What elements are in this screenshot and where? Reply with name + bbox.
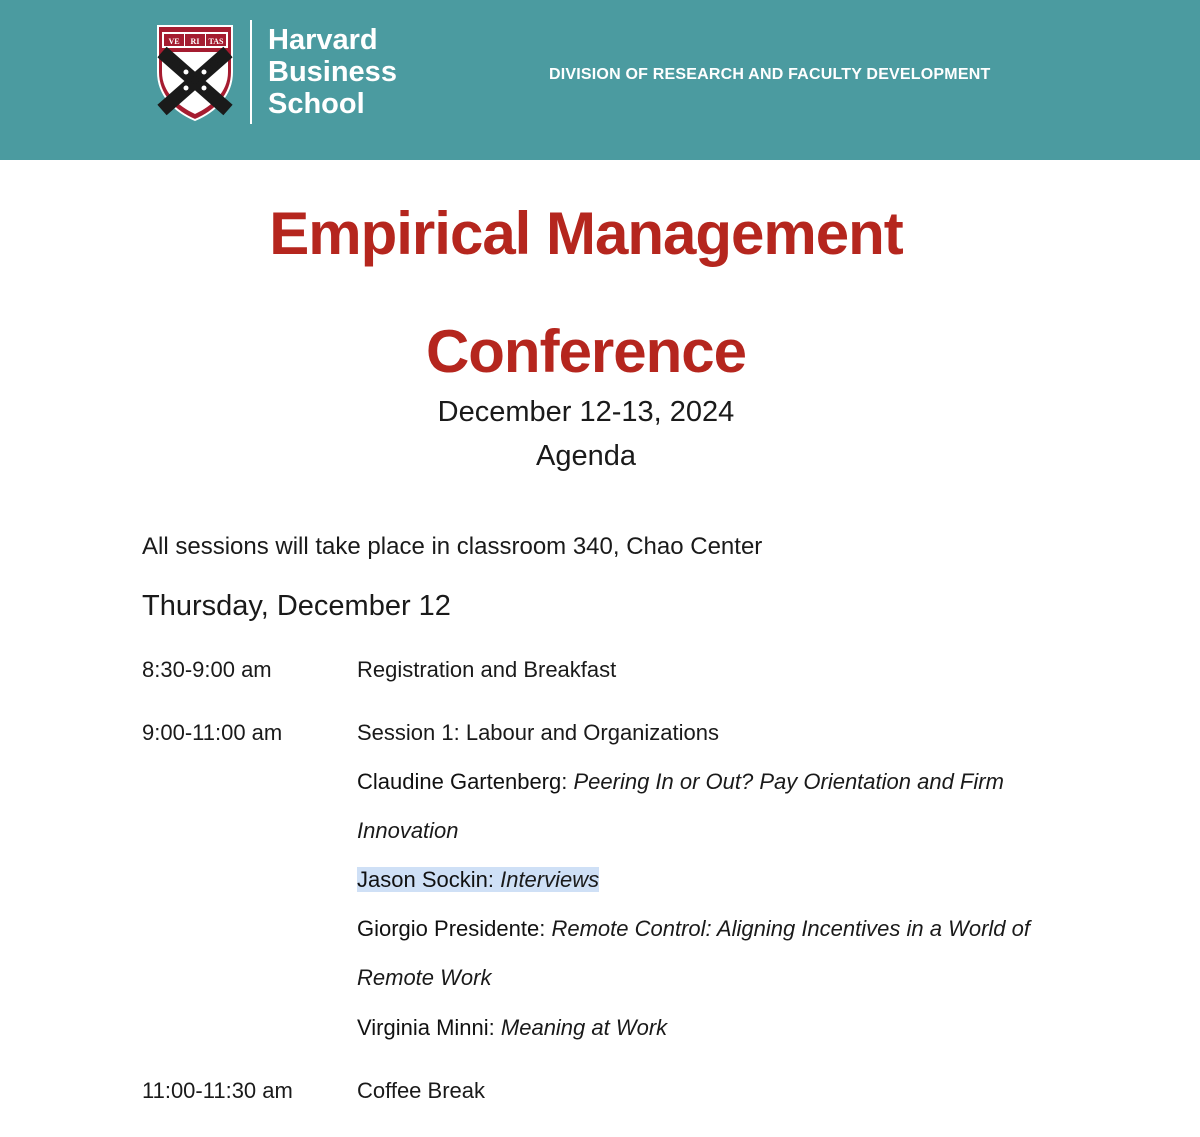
conference-dates: December 12-13, 2024: [437, 396, 735, 428]
speaker-separator: :: [561, 769, 574, 794]
division-name: DIVISION OF RESEARCH AND FACULTY DEVELOPMENT: [549, 66, 991, 83]
speaker-name: Claudine Gartenberg: [357, 769, 562, 794]
paper-entry: [357, 769, 1004, 795]
selected-text-highlight[interactable]: [357, 867, 599, 892]
wordmark-line-2: Business: [268, 56, 397, 88]
wordmark-line-1: Harvard: [268, 24, 378, 56]
header-banner: [0, 0, 1200, 160]
paper-title: Peering In or Out? Pay Orientation and Firm: [573, 769, 1004, 794]
paper-entry: [357, 867, 599, 893]
speaker-separator: :: [539, 916, 552, 941]
paper-title: Interviews: [500, 867, 600, 892]
logo-divider: [250, 20, 252, 124]
session-title: Session 1: Labour and Organizations: [357, 720, 720, 745]
paper-title: Remote Control: Aligning Incentives in a World of: [551, 916, 1030, 941]
paper-title-continued: Remote Work: [357, 965, 492, 990]
conference-title: [0, 175, 1172, 411]
agenda-label: Agenda: [536, 440, 636, 472]
shield-motto-1: VE: [168, 37, 180, 46]
paper-title-continued: Innovation: [357, 818, 459, 843]
time-slot: 9:00-11:00 am: [142, 720, 283, 745]
hbs-wordmark: [268, 24, 397, 120]
day-heading: Thursday, December 12: [142, 590, 451, 622]
speaker-name: Virginia Minni: [357, 1015, 489, 1040]
paper-entry: [357, 916, 1030, 942]
wordmark-line-3: School: [268, 88, 365, 120]
shield-motto-3: TAS: [208, 37, 224, 46]
speaker-separator: :: [487, 867, 501, 892]
title-line-2: Conference: [425, 318, 747, 385]
shield-motto-2: RI: [190, 37, 200, 46]
time-slot: 8:30-9:00 am: [142, 657, 272, 682]
paper-entry: [357, 1015, 667, 1041]
hbs-shield-icon: [156, 24, 234, 122]
venue-note: All sessions will take place in classroom 340, Chao Center: [142, 533, 763, 560]
paper-title: Meaning at Work: [500, 1015, 668, 1040]
title-line-1: Empirical Management: [269, 200, 903, 267]
speaker-name: Giorgio Presidente: [357, 916, 540, 941]
time-slot: 11:00-11:30 am: [142, 1078, 293, 1103]
agenda-item: Registration and Breakfast: [357, 657, 617, 682]
agenda-item: Coffee Break: [357, 1078, 486, 1103]
conference-subtitle: [0, 390, 1172, 478]
speaker-name: Jason Sockin: [357, 867, 488, 892]
speaker-separator: :: [488, 1015, 501, 1040]
